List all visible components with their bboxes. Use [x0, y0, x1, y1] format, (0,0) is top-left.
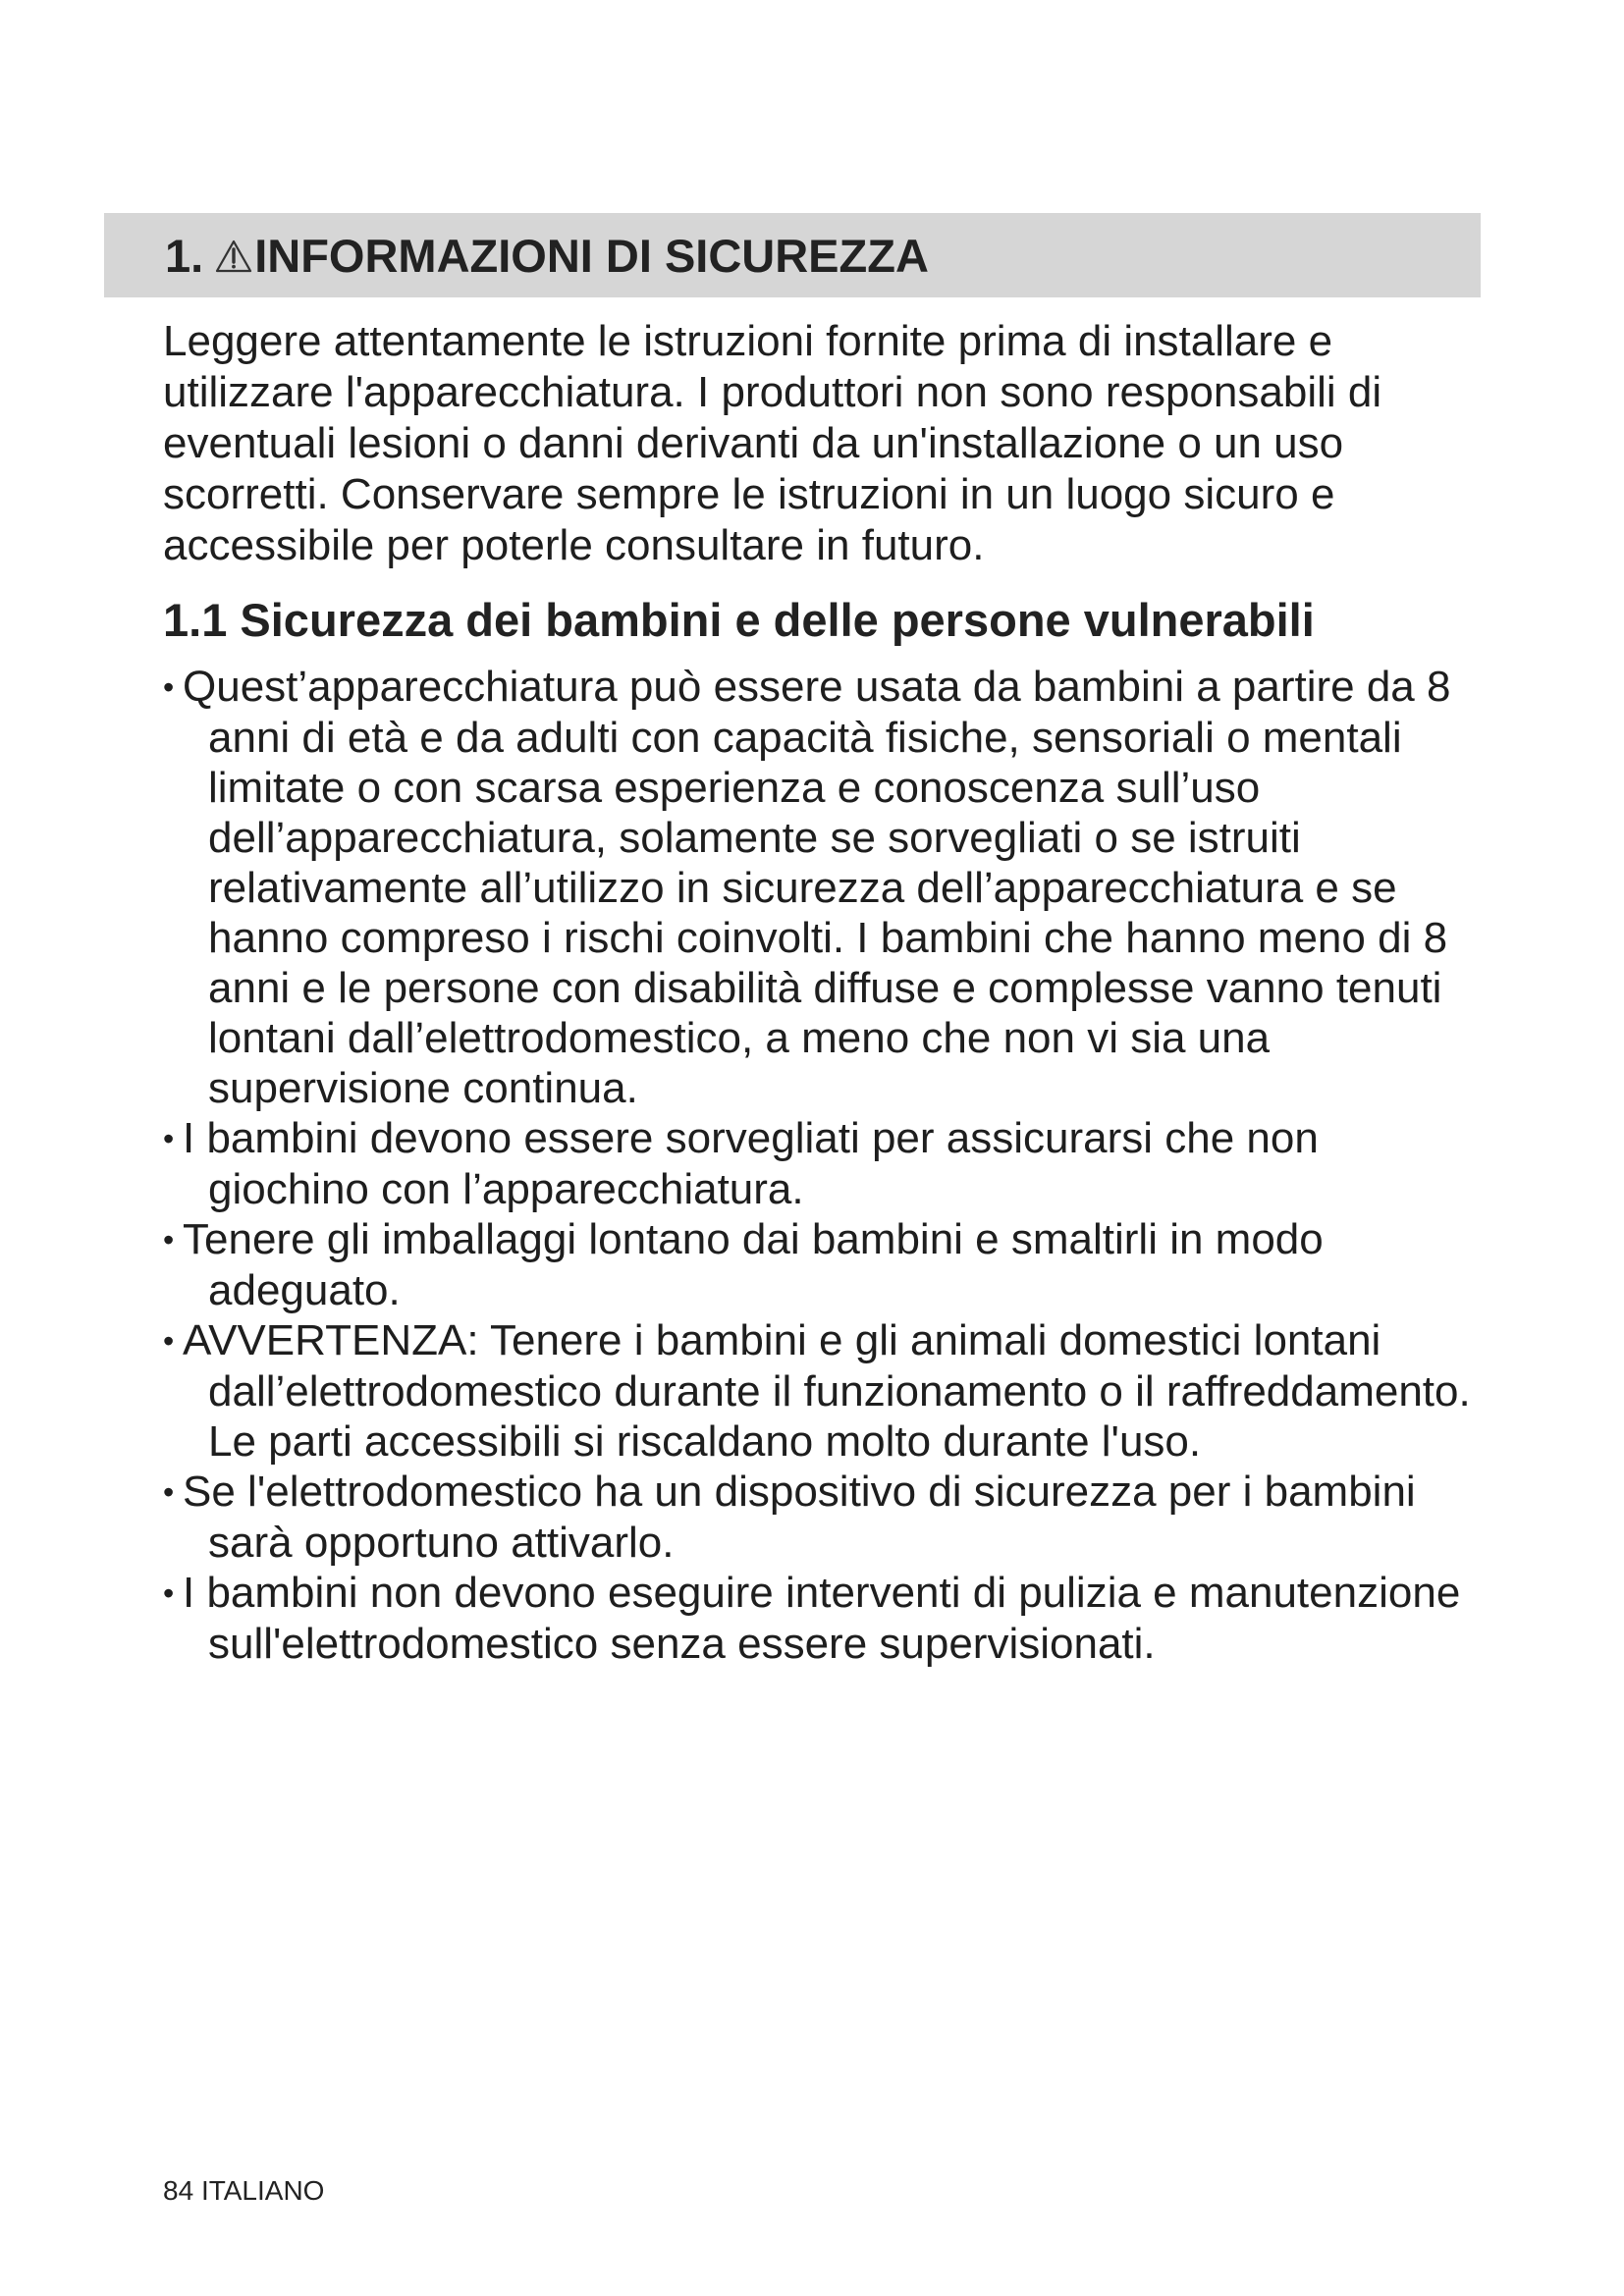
- section-title-text: INFORMAZIONI DI SICUREZZA: [254, 229, 929, 282]
- bullet-icon: •: [163, 669, 175, 705]
- list-item-text: I bambini devono essere sorvegliati per assicurarsi che non giochino con l’apparecchiatura.: [183, 1114, 1319, 1213]
- list-item-text: Tenere gli imballaggi lontano dai bambini e smaltirli in modo adeguato.: [183, 1215, 1324, 1314]
- bullet-icon: •: [163, 1323, 175, 1359]
- bullet-icon: •: [163, 1222, 175, 1257]
- page-footer: [163, 2175, 324, 2207]
- list-item: [163, 1315, 1484, 1467]
- warning-triangle-icon: [215, 240, 252, 273]
- list-item-text: I bambini non devono eseguire interventi di pulizia e manutenzione sull'elettrodomestico senza essere supervisionati.: [183, 1569, 1461, 1668]
- bullet-icon: •: [163, 1121, 175, 1156]
- list-item: [163, 662, 1484, 1113]
- footer-language: ITALIANO: [200, 2175, 325, 2206]
- list-item-text: Se l'elettrodomestico ha un dispositivo di sicurezza per i bambini sarà opportuno attivarlo.: [183, 1468, 1416, 1567]
- section-title: [165, 229, 929, 283]
- list-item-text: AVVERTENZA: Tenere i bambini e gli animali domestici lontani dall’elettrodomestico durante il funzionamento o il raffreddamento. Le parti accessibili si riscaldano molto durante l'uso.: [183, 1316, 1471, 1466]
- list-item-text: Quest’apparecchiatura può essere usata da bambini a partire da 8 anni di età e da adulti con capacità fisiche, sensoriali o mentali limitate o con scarsa esperienza e conoscenza sull’uso dell’apparecchiatura, solamente se sorvegliati o se istruiti relativamente all’utilizzo in sicurezza dell’apparecchiatura e se hanno compreso i rischi coinvolti. I bambini che hanno meno di 8 anni e le persone con disabilità diffuse e complesse vanno tenuti lontani dall’elettrodomestico, a meno che non vi sia una supervisione continua.: [183, 663, 1451, 1112]
- page-number: 84: [163, 2175, 194, 2206]
- list-item: [163, 1113, 1484, 1214]
- bullet-icon: •: [163, 1474, 175, 1510]
- list-item: [163, 1467, 1484, 1568]
- section-header: [104, 213, 1481, 297]
- section-number: 1.: [165, 229, 204, 282]
- intro-paragraph: Leggere attentamente le istruzioni fornite prima di installare e utilizzare l'apparecchiatura. I produttori non sono responsabili di eventuali lesioni o danni derivanti da un'installazione o un uso scorretti. Conservare sempre le istruzioni in un luogo sicuro e accessibile per poterle consultare in futuro.: [163, 317, 1382, 569]
- list-item: [163, 1568, 1484, 1669]
- subsection-title: 1.1 Sicurezza dei bambini e delle persone vulnerabili: [163, 594, 1315, 646]
- safety-bullet-list: [163, 662, 1484, 1669]
- bullet-icon: •: [163, 1575, 175, 1611]
- list-item: [163, 1214, 1484, 1315]
